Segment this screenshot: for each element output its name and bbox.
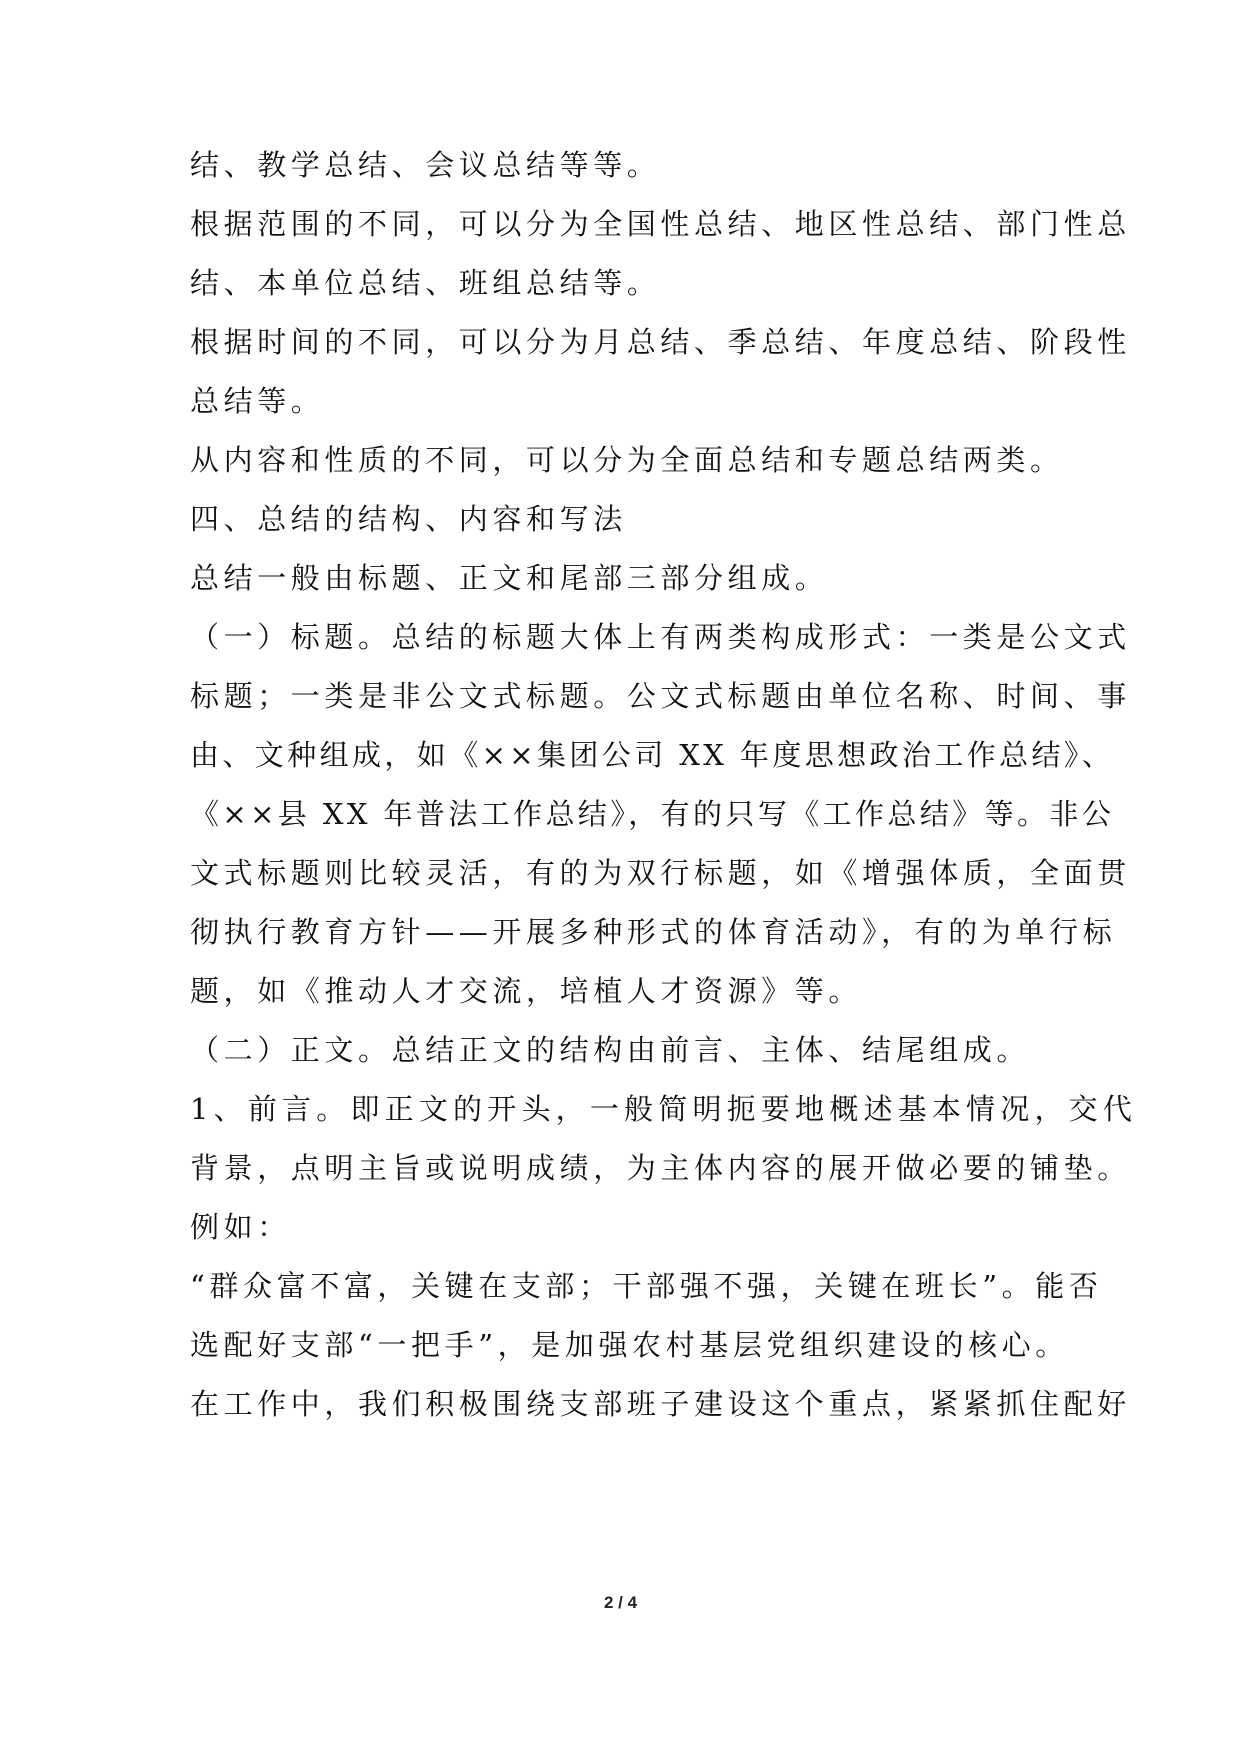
- section-heading: 四、总结的结构、内容和写法: [190, 502, 627, 536]
- text-line-9: （一）标题。总结的标题大体上有两类构成形式：一类是公文式: [190, 620, 1131, 654]
- text-line-18: 背景，点明主旨或说明成绩，为主体内容的展开做必要的铺垫。: [190, 1151, 1131, 1185]
- text-line-8: 总结一般由标题、正文和尾部三部分组成。: [190, 561, 829, 595]
- text-line-12: 《××县 XX 年普法工作总结》，有的只写《工作总结》等。非公: [190, 797, 1115, 831]
- text-line-6: 从内容和性质的不同，可以分为全面总结和专题总结两类。: [190, 443, 1064, 477]
- text-line-16: （二）正文。总结正文的结构由前言、主体、结尾组成。: [190, 1033, 1031, 1067]
- text-line-10: 标题；一类是非公文式标题。公文式标题由单位名称、时间、事: [190, 679, 1131, 713]
- text-line-14: 彻执行教育方针——开展多种形式的体育活动》，有的为单行标: [190, 915, 1117, 949]
- text-line-17: 1、前言。即正文的开头，一般简明扼要地概述基本情况，交代: [190, 1092, 1138, 1126]
- text-line-22: 在工作中，我们积极围绕支部班子建设这个重点，紧紧抓住配好: [190, 1387, 1131, 1421]
- text-line-2: 根据范围的不同，可以分为全国性总结、地区性总结、部门性总: [190, 207, 1131, 241]
- text-line-1: 结、教学总结、会议总结等等。: [190, 148, 661, 182]
- text-line-4: 根据时间的不同，可以分为月总结、季总结、年度总结、阶段性: [190, 325, 1131, 359]
- text-line-15: 题，如《推动人才交流，培植人才资源》等。: [190, 974, 863, 1008]
- text-line-11: 由、文种组成，如《××集团公司 XX 年度思想政治工作总结》、: [190, 738, 1115, 772]
- text-line-20: “群众富不富，关键在支部；干部强不强，关键在班长”。能否: [190, 1269, 1103, 1303]
- text-line-5: 总结等。: [190, 384, 325, 418]
- page-number: 2 / 4: [603, 1593, 638, 1612]
- text-line-21: 选配好支部“一把手”，是加强农村基层党组织建设的核心。: [190, 1328, 1069, 1362]
- text-line-13: 文式标题则比较灵活，有的为双行标题，如《增强体质，全面贯: [190, 856, 1131, 890]
- text-line-19: 例如：: [190, 1210, 291, 1244]
- text-line-3: 结、本单位总结、班组总结等。: [190, 266, 661, 300]
